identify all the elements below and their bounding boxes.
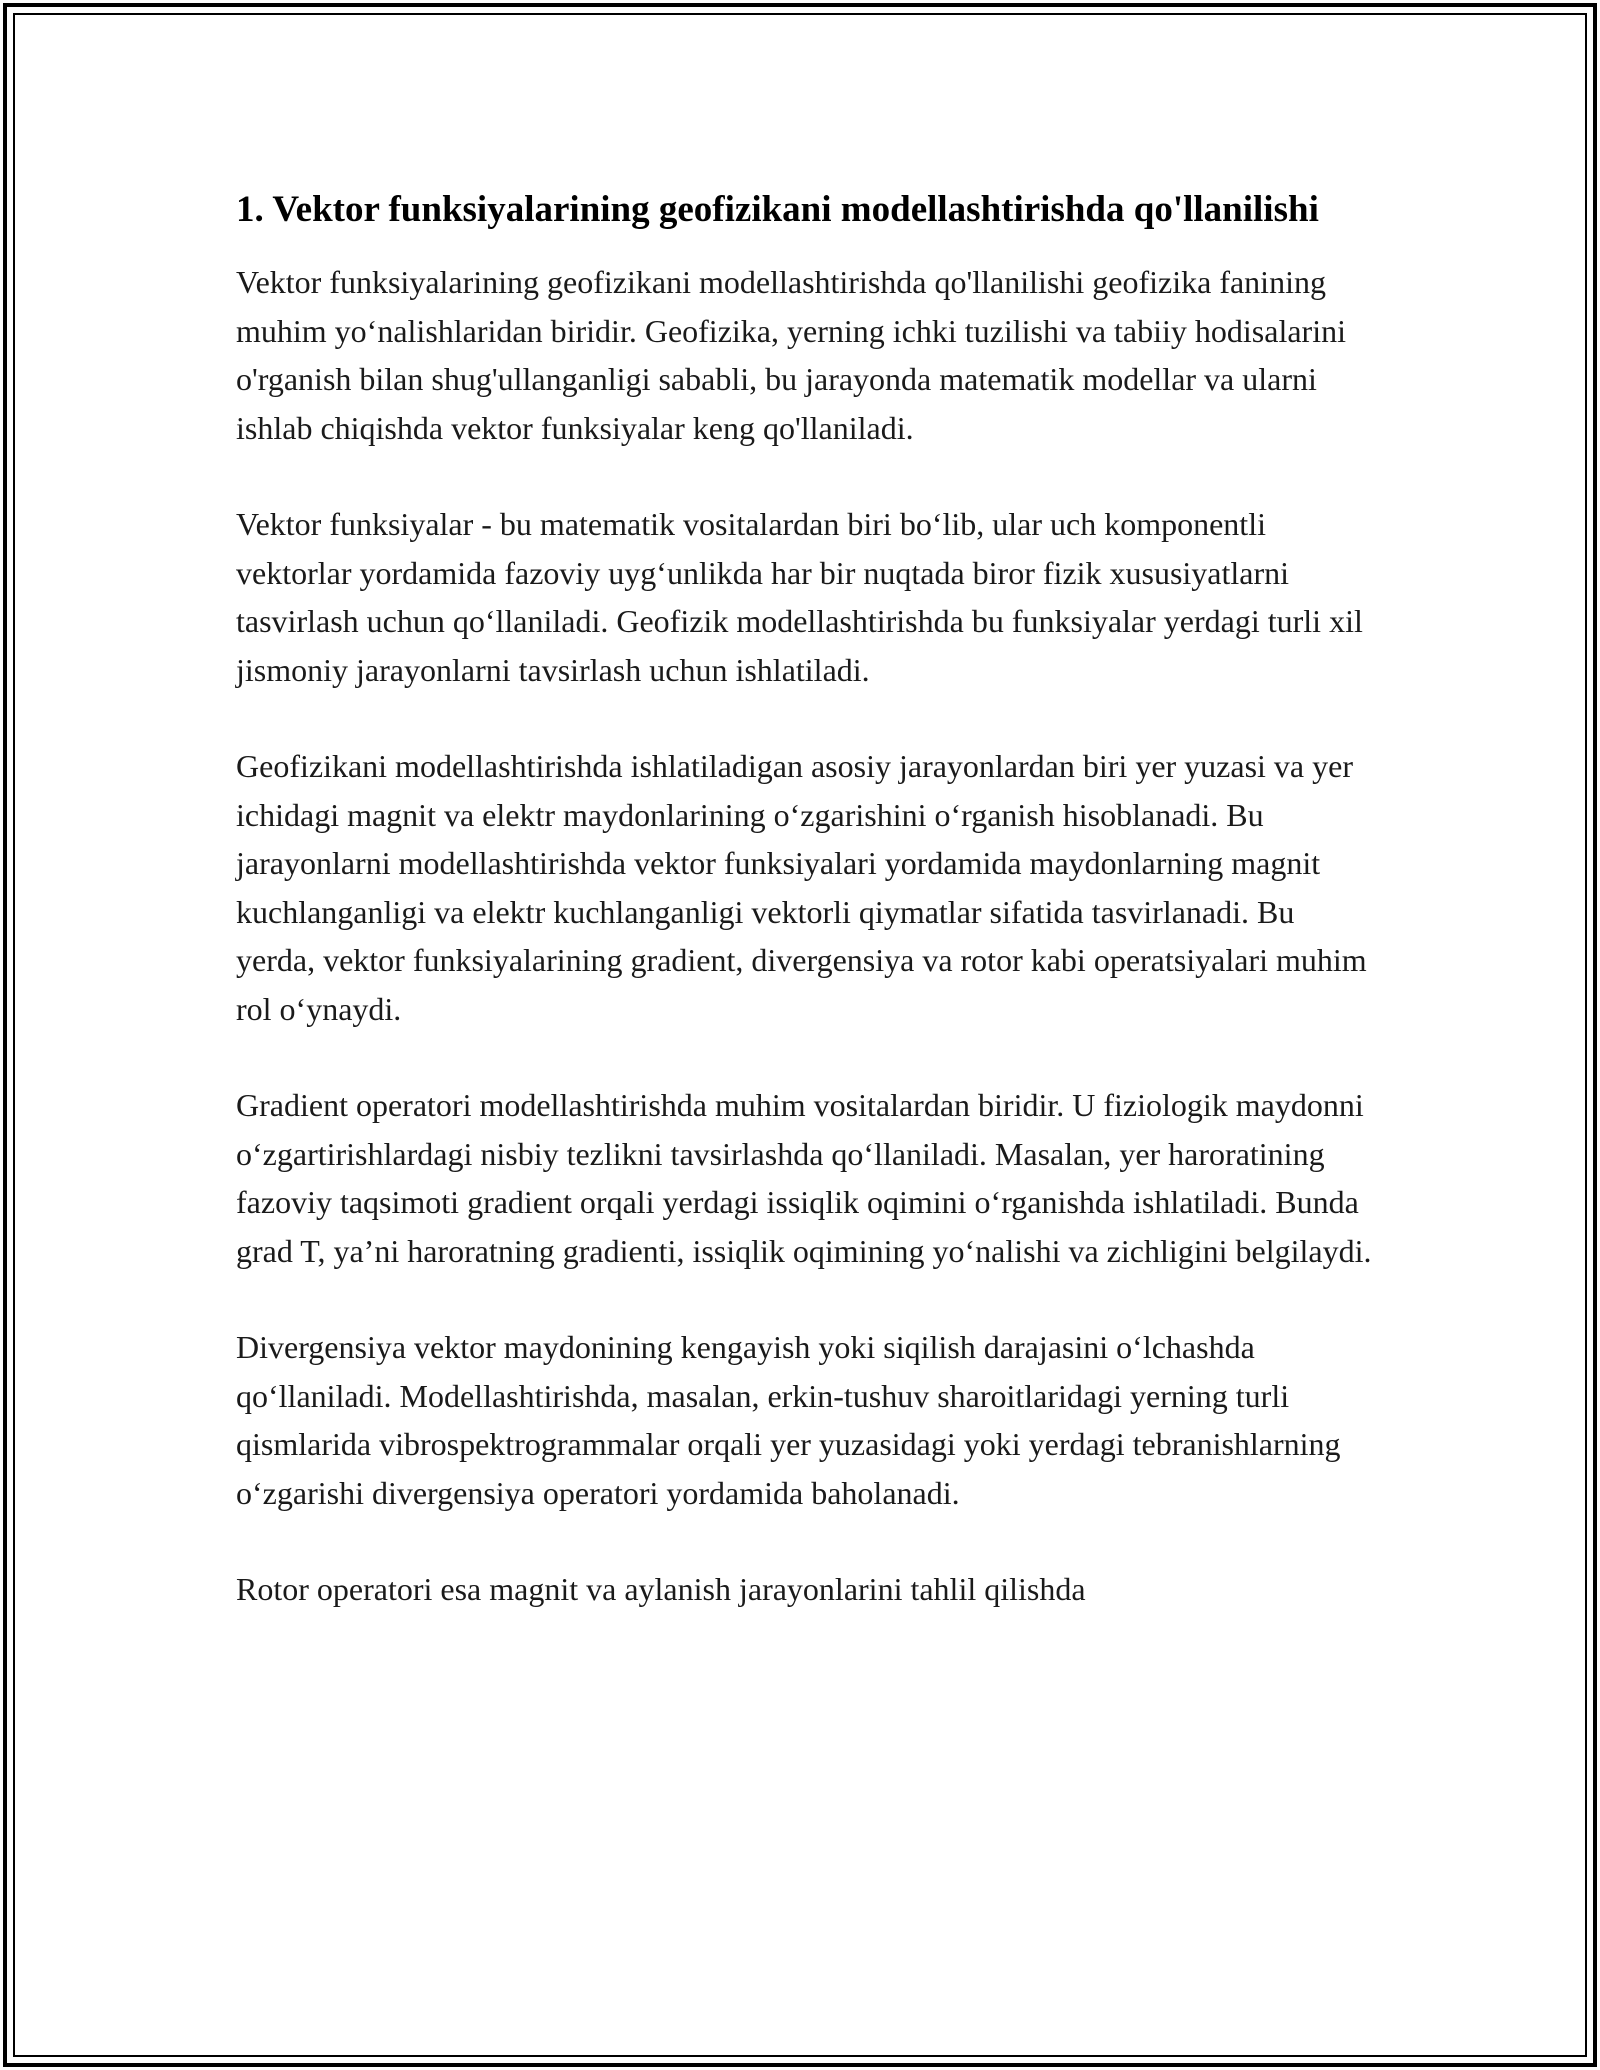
- document-body: [236, 185, 1376, 1662]
- paragraph-gradient: Gradient operatori modellashtirishda muhim vositalardan biridir. U fiziologik maydonni o‘zgartirishlardagi nisbiy tezlikni tavsirlashda qo‘llaniladi. Masalan, yer haroratining fazoviy taqsimoti gradient orqali yerdagi issiqlik oqimini o‘rganishda ishlatiladi. Bunda grad T, ya’ni haroratning gradienti, issiqlik oqimining yo‘nalishi va zichligini belgilaydi.: [236, 1087, 1372, 1269]
- paragraph-intro: Vektor funksiyalarining geofizikani modellashtirishda qo'llanilishi geofizika fanining muhim yo‘nalishlaridan biridir. Geofizika, yerning ichki tuzilishi va tabiiy hodisalarini o'rganish bilan shug'ullanganligi sababli, bu jarayonda matematik modellar va ularni ishlab chiqishda vektor funksiyalar keng qo'llaniladi.: [236, 264, 1346, 446]
- section-heading: 1. Vektor funksiyalarining geofizikani modellashtirishda qo'llanilishi: [236, 189, 1319, 230]
- paragraph-magnetic-electric-fields: Geofizikani modellashtirishda ishlatiladigan asosiy jarayonlardan biri yer yuzasi va yer ichidagi magnit va elektr maydonlarining o‘zgarishini o‘rganish hisoblanadi. Bu jarayonlarni modellashtirishda vektor funksiyalari yordamida maydonlarning magnit kuchlanganligi va elektr kuchlanganligi vektorli qiymatlar sifatida tasvirlanadi. Bu yerda, vektor funksiyalarining gradient, divergensiya va rotor kabi operatsiyalari muhim rol o‘ynaydi.: [236, 748, 1367, 1027]
- paragraph-vector-functions: Vektor funksiyalar - bu matematik vositalardan biri bo‘lib, ular uch komponentli vektorlar yordamida fazoviy uyg‘unlikda har bir nuqtada biror fizik xususiyatlarni tasvirlash uchun qo‘llaniladi. Geofizik modellashtirishda bu funksiyalar yerdagi turli xil jismoniy jarayonlarni tavsirlash uchun ishlatiladi.: [236, 506, 1363, 688]
- paragraph-divergence: Divergensiya vektor maydonining kengayish yoki siqilish darajasini o‘lchashda qo‘llaniladi. Modellashtirishda, masalan, erkin-tushuv sharoitlaridagi yerning turli qismlarida vibrospektrogrammalar orqali yer yuzasidagi yoki yerdagi tebranishlarning o‘zgarishi divergensiya operatori yordamida baholanadi.: [236, 1329, 1341, 1511]
- paragraph-rotor: Rotor operatori esa magnit va aylanish jarayonlarini tahlil qilishda: [236, 1571, 1086, 1607]
